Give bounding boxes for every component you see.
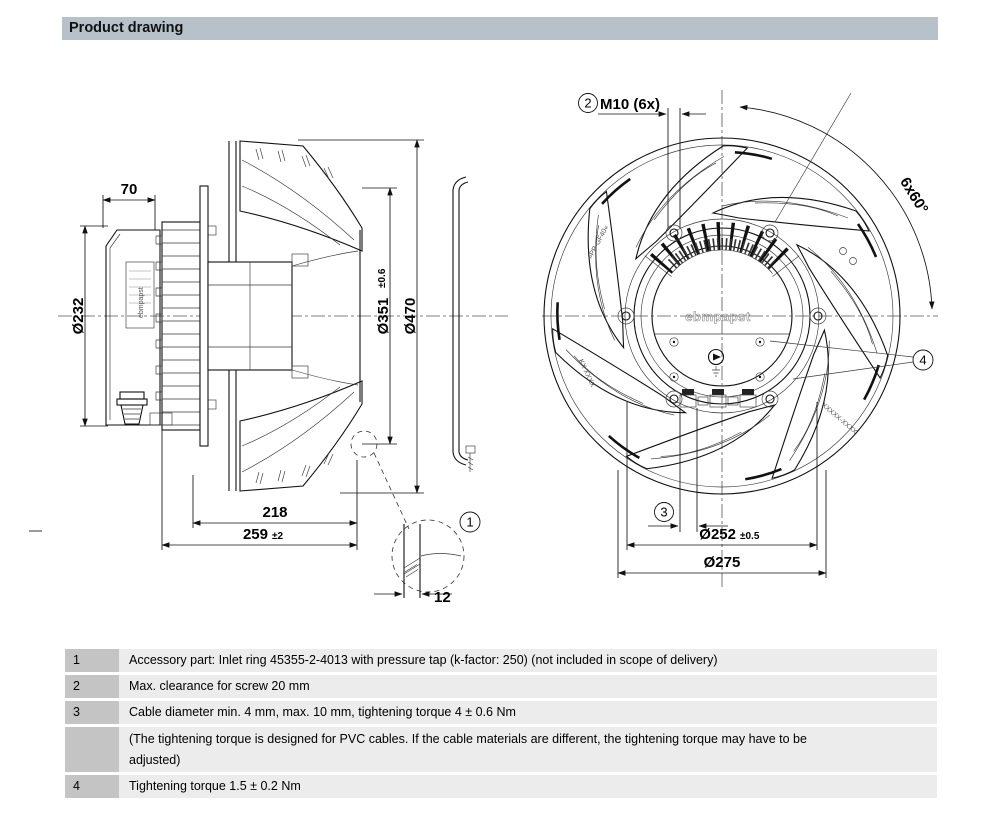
balance-clip: [840, 248, 847, 255]
svg-text:259: 259: [242, 526, 268, 543]
svg-text:±2: ±2: [272, 531, 284, 542]
note-number-cell: 2: [65, 675, 119, 698]
note-text-cell: Cable diameter min. 4 mm, max. 10 mm, tightening torque 4 ± 0.6 Nm: [119, 701, 937, 724]
note-row: [65, 701, 937, 724]
product-drawing-svg: [0, 30, 1000, 650]
mold-text-lower-left: KX XXXX: [576, 358, 596, 389]
note-row: [65, 727, 937, 772]
callout-1: [460, 512, 480, 532]
mold-text-upper: »PP-GF40«: [586, 224, 611, 261]
svg-text:70: 70: [120, 181, 138, 198]
detail-leader: [374, 453, 409, 529]
svg-text:Ø351: Ø351: [375, 297, 392, 335]
dim-depth-218: [193, 460, 357, 528]
callout-3-cable: [648, 408, 728, 532]
svg-text:1: 1: [466, 514, 474, 530]
svg-text:Ø232: Ø232: [70, 297, 87, 335]
callout-2-m10: [579, 94, 707, 229]
balance-clip: [850, 258, 857, 265]
note-row: [65, 649, 937, 672]
dim-detail-gap: 12: [434, 589, 451, 606]
note-text-cell: Tightening torque 1.5 ± 0.2 Nm: [119, 775, 937, 798]
note-number-cell: 3: [65, 701, 119, 724]
svg-text:3: 3: [660, 504, 668, 520]
note-number-cell: 1: [65, 649, 119, 672]
svg-text:Ø252: Ø252: [699, 526, 736, 543]
front-view-drawing: [532, 90, 938, 590]
impeller-blades: [532, 122, 911, 493]
cable-gland: [117, 392, 147, 424]
svg-text:4: 4: [919, 352, 927, 368]
svg-text:218: 218: [262, 504, 288, 521]
svg-text:±0.5: ±0.5: [740, 531, 760, 542]
svg-text:Ø275: Ø275: [703, 554, 741, 571]
brand-logo: ebmpapst: [685, 309, 751, 324]
dim-dia-232: [70, 226, 108, 426]
nameplate-text: ebmpapst: [138, 287, 145, 318]
inlet-ring: [453, 177, 475, 472]
page-title: Product drawing: [69, 20, 184, 36]
mold-text-lower-right: XXXXX-XXXX: [819, 401, 859, 436]
side-view-drawing: [58, 140, 508, 606]
notes-table: [65, 649, 937, 801]
note-text-cell: Max. clearance for screw 20 mm: [119, 675, 937, 698]
callout-4: [770, 341, 933, 379]
note-number-cell: [65, 727, 119, 772]
detail-view: [374, 520, 464, 606]
ground-symbol: [712, 366, 720, 376]
dim-width-70: [103, 181, 155, 230]
note-row: [65, 775, 937, 798]
svg-text:2: 2: [584, 95, 592, 111]
bolt-spec-label: M10 (6x): [600, 96, 661, 113]
svg-text:±0.6: ±0.6: [377, 268, 388, 288]
note-text-cell: (The tightening torque is designed for PVC cables. If the cable materials are different, the tightening torque may have to be adjusted): [119, 727, 937, 772]
note-text-cell: Accessory part: Inlet ring 45355-2-4013 with pressure tap (k-factor: 250) (not included in scope of delivery): [119, 649, 937, 672]
note-number-cell: 4: [65, 775, 119, 798]
mounting-plate: [200, 186, 208, 446]
rotation-arrow: [713, 354, 721, 361]
dim-dia-470: [298, 140, 424, 493]
svg-text:6x60°: 6x60°: [896, 174, 932, 217]
svg-text:Ø470: Ø470: [402, 297, 419, 335]
rotor-section: [208, 251, 358, 385]
note-row: [65, 675, 937, 698]
